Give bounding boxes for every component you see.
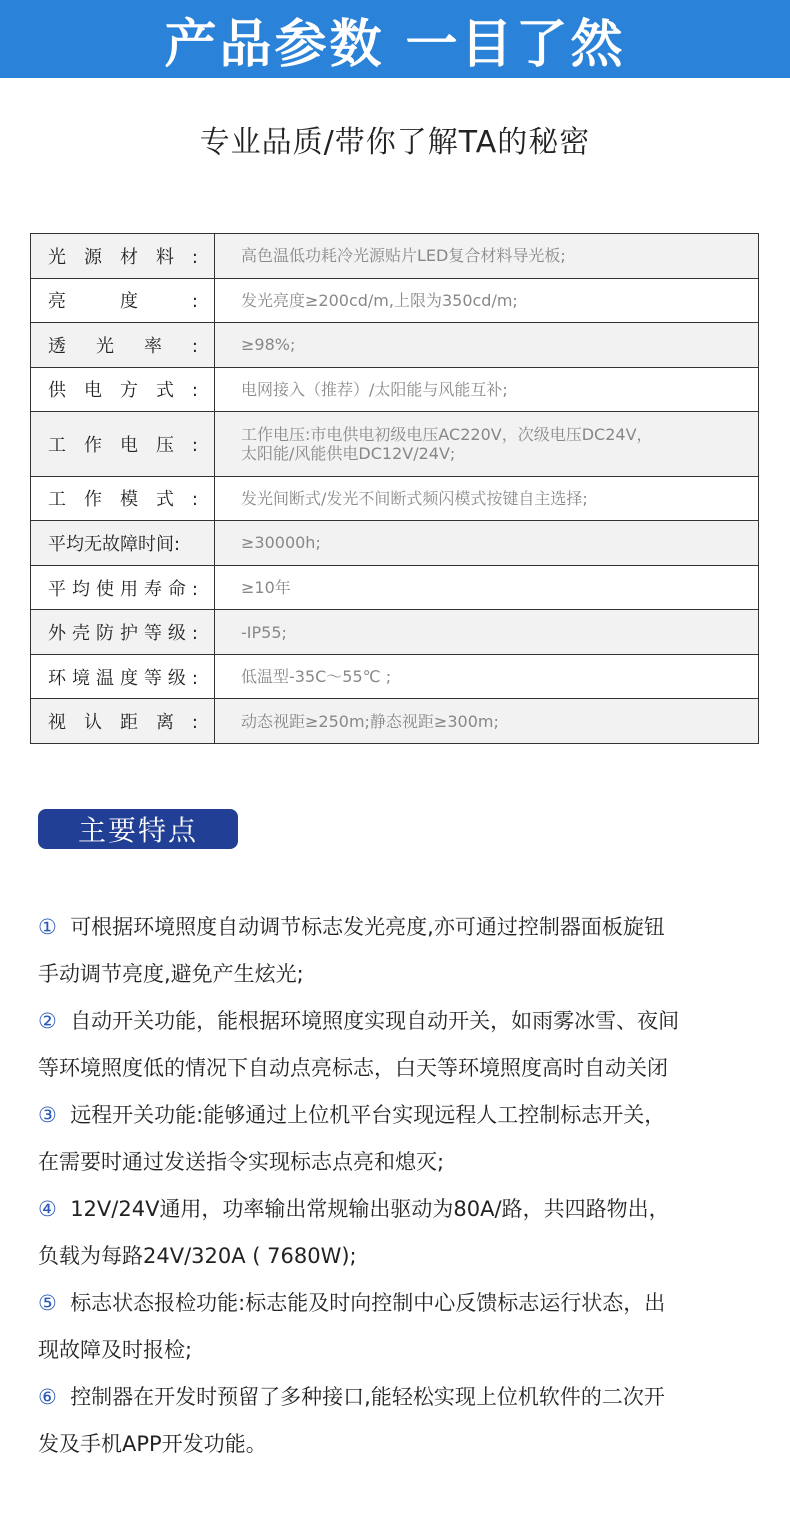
spec-label: 工作模式: [48, 489, 198, 511]
table-row [31, 610, 759, 655]
spec-value: -IP55; [215, 610, 759, 655]
feature-item-line: 手动调节亮度,避免产生炫光; [38, 962, 304, 986]
feature-item-line: 负载为每路24V/320A ( 7680W); [38, 1244, 357, 1268]
spec-table [30, 233, 759, 744]
table-row [31, 699, 759, 744]
spec-value-line: 太阳能/风能供电DC12V/24V; [241, 443, 456, 463]
features-list [38, 904, 758, 1468]
feature-item-line [38, 904, 758, 951]
feature-item-line [38, 1374, 758, 1421]
table-row [31, 234, 759, 279]
table-row [31, 278, 759, 323]
table-row [31, 367, 759, 412]
spec-value-line: 工作电压:市电供电初级电压AC220V，次级电压DC24V， [241, 424, 653, 444]
spec-label: 亮度: [48, 291, 198, 313]
spec-label: 供电方式: [48, 380, 198, 402]
feature-number: ④ [38, 1197, 57, 1221]
spec-label: 外壳防护等级: [48, 623, 198, 645]
spec-value: 低温型-35C～55℃ ; [215, 654, 759, 699]
feature-number: ⑤ [38, 1291, 57, 1315]
feature-number: ⑥ [38, 1385, 57, 1409]
feature-number: ① [38, 915, 57, 939]
feature-item-line [38, 1186, 758, 1233]
feature-text: 标志状态报检功能:标志能及时向控制中心反馈标志运行状态，出 [70, 1291, 666, 1315]
spec-label: 光源材料: [48, 246, 198, 268]
feature-text: 12V/24V通用，功率输出常规输出驱动为80A/路，共四路物出， [70, 1197, 670, 1221]
feature-item-line: 在需要时通过发送指令实现标志点亮和熄灭; [38, 1150, 445, 1174]
spec-label: 视认距离: [48, 712, 198, 734]
spec-label: 环境温度等级: [48, 667, 198, 689]
spec-value [215, 412, 759, 476]
header-banner [0, 0, 790, 78]
spec-value: ≥10年 [215, 565, 759, 610]
feature-item-line: 发及手机APP开发功能。 [38, 1432, 267, 1456]
table-row [31, 476, 759, 521]
table-row [31, 412, 759, 476]
spec-value: 电网接入（推荐）/太阳能与风能互补; [215, 367, 759, 412]
spec-label: 透光率: [48, 335, 198, 357]
spec-value: ≥98%; [215, 323, 759, 368]
table-row [31, 565, 759, 610]
spec-value: 高色温低功耗冷光源贴片LED复合材料导光板; [215, 234, 759, 279]
feature-item-line [38, 1092, 758, 1139]
feature-number: ② [38, 1009, 57, 1033]
spec-value: 动态视距≥250m;静态视距≥300m; [215, 699, 759, 744]
table-row [31, 323, 759, 368]
feature-text: 可根据环境照度自动调节标志发光亮度,亦可通过控制器面板旋钮 [70, 915, 665, 939]
spec-label: 工作电压: [48, 434, 198, 456]
feature-text: 远程开关功能:能够通过上位机平台实现远程人工控制标志开关， [70, 1103, 666, 1127]
feature-text: 自动开关功能，能根据环境照度实现自动开关，如雨雾冰雪、夜间 [70, 1009, 680, 1033]
feature-number: ③ [38, 1103, 57, 1127]
features-heading: 主要特点 [38, 809, 238, 849]
feature-text: 控制器在开发时预留了多种接口,能轻松实现上位机软件的二次开 [70, 1385, 665, 1409]
spec-value: 发光间断式/发光不间断式频闪模式按键自主选择; [215, 476, 759, 521]
feature-item-line [38, 998, 758, 1045]
page-subtitle: 专业品质/带你了解TA的秘密 [199, 125, 591, 160]
spec-label: 平均使用寿命: [48, 578, 198, 600]
spec-value: 发光亮度≥200cd/m,上限为350cd/m; [215, 278, 759, 323]
table-row [31, 521, 759, 566]
feature-item-line: 现故障及时报检; [38, 1338, 193, 1362]
spec-label: 平均无故障时间: [48, 533, 181, 555]
table-row [31, 654, 759, 699]
feature-item-line [38, 1280, 758, 1327]
banner-title: 产品参数 一目了然 [164, 14, 626, 75]
feature-item-line: 等环境照度低的情况下自动点亮标志，白天等环境照度高时自动关闭 [38, 1056, 668, 1080]
spec-value: ≥30000h; [215, 521, 759, 566]
